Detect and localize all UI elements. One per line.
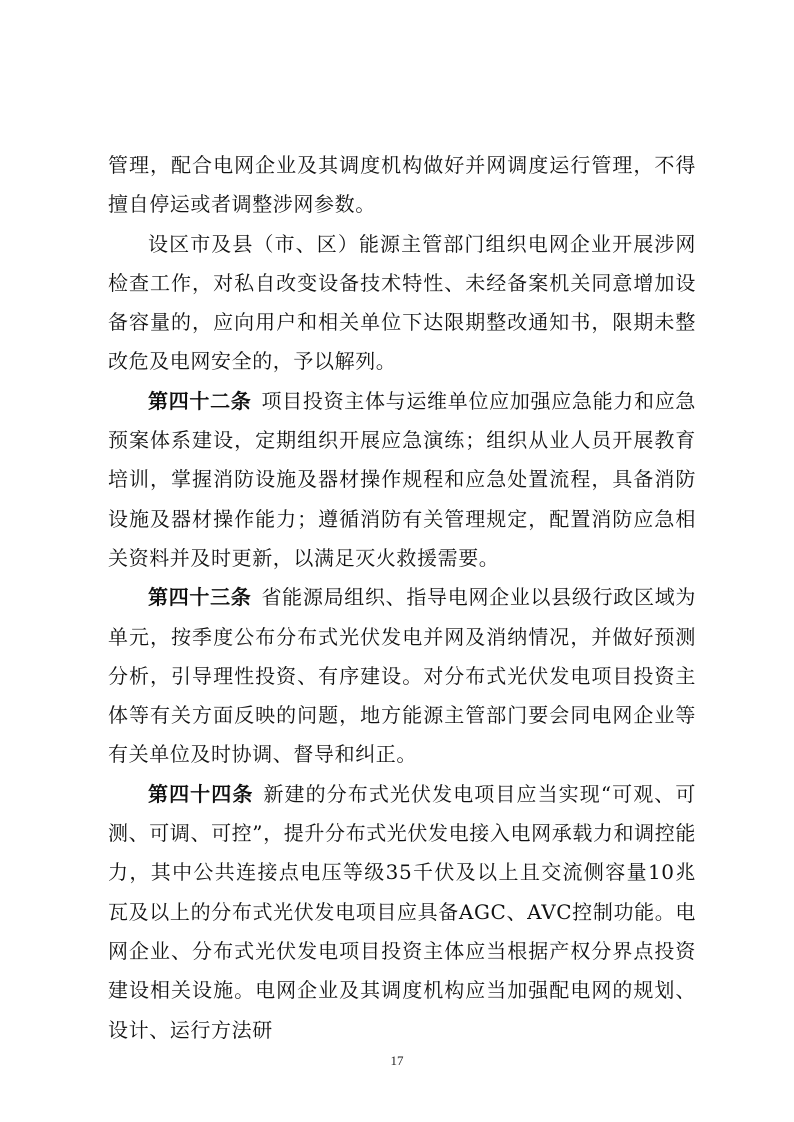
article-number: 第四十四条 bbox=[148, 781, 254, 806]
article-number: 第四十三条 bbox=[148, 585, 252, 610]
article-44 bbox=[108, 775, 696, 1050]
paragraph-text: 管理，配合电网企业及其调度机构做好并网调度运行管理，不得擅自停运或者调整涉网参数。 bbox=[108, 153, 696, 217]
article-number: 第四十二条 bbox=[148, 388, 252, 413]
document-body bbox=[108, 146, 696, 1050]
paragraph-text: 设区市及县（市、区）能源主管部门组织电网企业开展涉网检查工作，对私自改变设备技术特性、未经备案机关同意增加设备容量的，应向用户和相关单位下达限期整改通知书，限期未整改危及电网安全的，予以解列。 bbox=[108, 231, 696, 374]
paragraph-continuation bbox=[108, 146, 696, 225]
page-number: 17 bbox=[390, 1053, 404, 1068]
article-43 bbox=[108, 578, 696, 774]
paragraph-text: 省能源局组织、指导电网企业以县级行政区域为单元，按季度公布分布式光伏发电并网及消纳情况，并做好预测分析，引导理性投资、有序建设。对分布式光伏发电项目投资主体等有关方面反映的问题，地方能源主管部门要会同电网企业等有关单位及时协调、督导和纠正。 bbox=[108, 585, 696, 767]
paragraph-text: 新建的分布式光伏发电项目应当实现“可观、可测、可调、可控”，提升分布式光伏发电接入电网承载力和调控能力，其中公共连接点电压等级35千伏及以上且交流侧容量10兆瓦及以上的分布式光伏发电项目应具备AGC、AVC控制功能。电网企业、分布式光伏发电项目投资主体应当根据产权分界点投资建设相关设施。电网企业及其调度机构应当加强配电网的规划、设计、运行方法研 bbox=[108, 781, 696, 1042]
paragraph-text: 项目投资主体与运维单位应加强应急能力和应急预案体系建设，定期组织开展应急演练；组织从业人员开展教育培训，掌握消防设施及器材操作规程和应急处置流程，具备消防设施及器材操作能力；遵循消防有关管理规定，配置消防应急相关资料并及时更新，以满足灭火救援需要。 bbox=[108, 388, 696, 570]
paragraph-inspection bbox=[108, 225, 696, 382]
article-42 bbox=[108, 382, 696, 578]
